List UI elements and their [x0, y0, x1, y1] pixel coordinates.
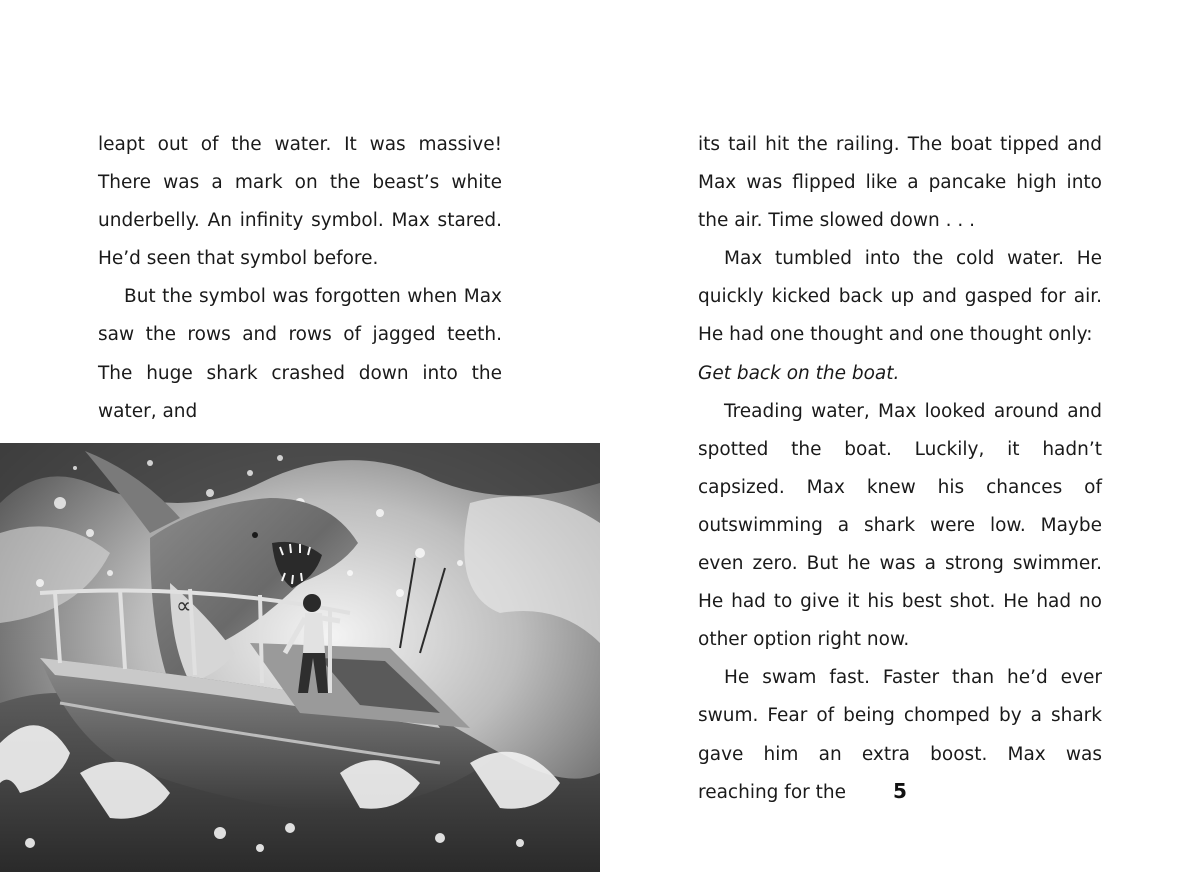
text-line: Max knew his chances of outswimming a [698, 476, 1102, 536]
text-line: Fear of being chomped by a shark gave him [698, 705, 1102, 765]
text-line: Max was flipped like a pancake high into the [698, 172, 1102, 232]
paragraph [98, 278, 502, 430]
text-line: shot. He had no other option right now. [698, 591, 1102, 651]
text-line: An infinity symbol. Max stared. He’d seen [98, 210, 502, 270]
paragraph [698, 355, 1102, 393]
text-line: Get back on the boat. [698, 362, 900, 384]
text-line: its tail hit the railing. The boat tipped and [698, 134, 1102, 155]
text-line: air. Time slowed down . . . [734, 210, 976, 232]
paragraph [698, 393, 1102, 660]
left-page-text [98, 126, 502, 431]
text-line: Treading water, Max looked around and [724, 400, 1102, 422]
text-line: saw the rows and rows of jagged teeth. The [98, 324, 502, 384]
text-line: huge shark crashed down into the water, and [98, 362, 502, 422]
text-line: quickly kicked back up and gasped for air. [698, 286, 1102, 308]
text-line: an extra boost. Max was reaching for the [698, 743, 1102, 803]
illustration-svg [0, 443, 600, 872]
right-page-text [698, 126, 1102, 812]
text-line: a strong swimmer. He had to give it his best [698, 553, 1102, 613]
text-line: that symbol before. [196, 248, 379, 270]
paragraph [698, 240, 1102, 354]
text-line: shark were low. Maybe even zero. But he was [698, 514, 1102, 575]
text-line: Max tumbled into the cold water. He [724, 248, 1102, 270]
text-line: He had one thought and one thought only: [698, 324, 1093, 346]
text-line: leapt out of the water. It was massive! There [98, 134, 502, 194]
page-number: 5 [893, 779, 907, 803]
infinity-symbol: ∞ [176, 594, 195, 619]
text-line: spotted the boat. Luckily, it hadn’t capsized. [698, 438, 1102, 498]
text-line: But the symbol was forgotten when Max [124, 286, 502, 308]
text-line: He swam fast. Faster than he’d ever swum. [698, 667, 1102, 727]
paragraph [98, 126, 502, 278]
right-page [600, 0, 1200, 872]
paragraph [698, 126, 1102, 240]
text-line: was a mark on the beast’s white underbelly. [98, 172, 502, 232]
shark-boat-illustration [0, 443, 600, 872]
